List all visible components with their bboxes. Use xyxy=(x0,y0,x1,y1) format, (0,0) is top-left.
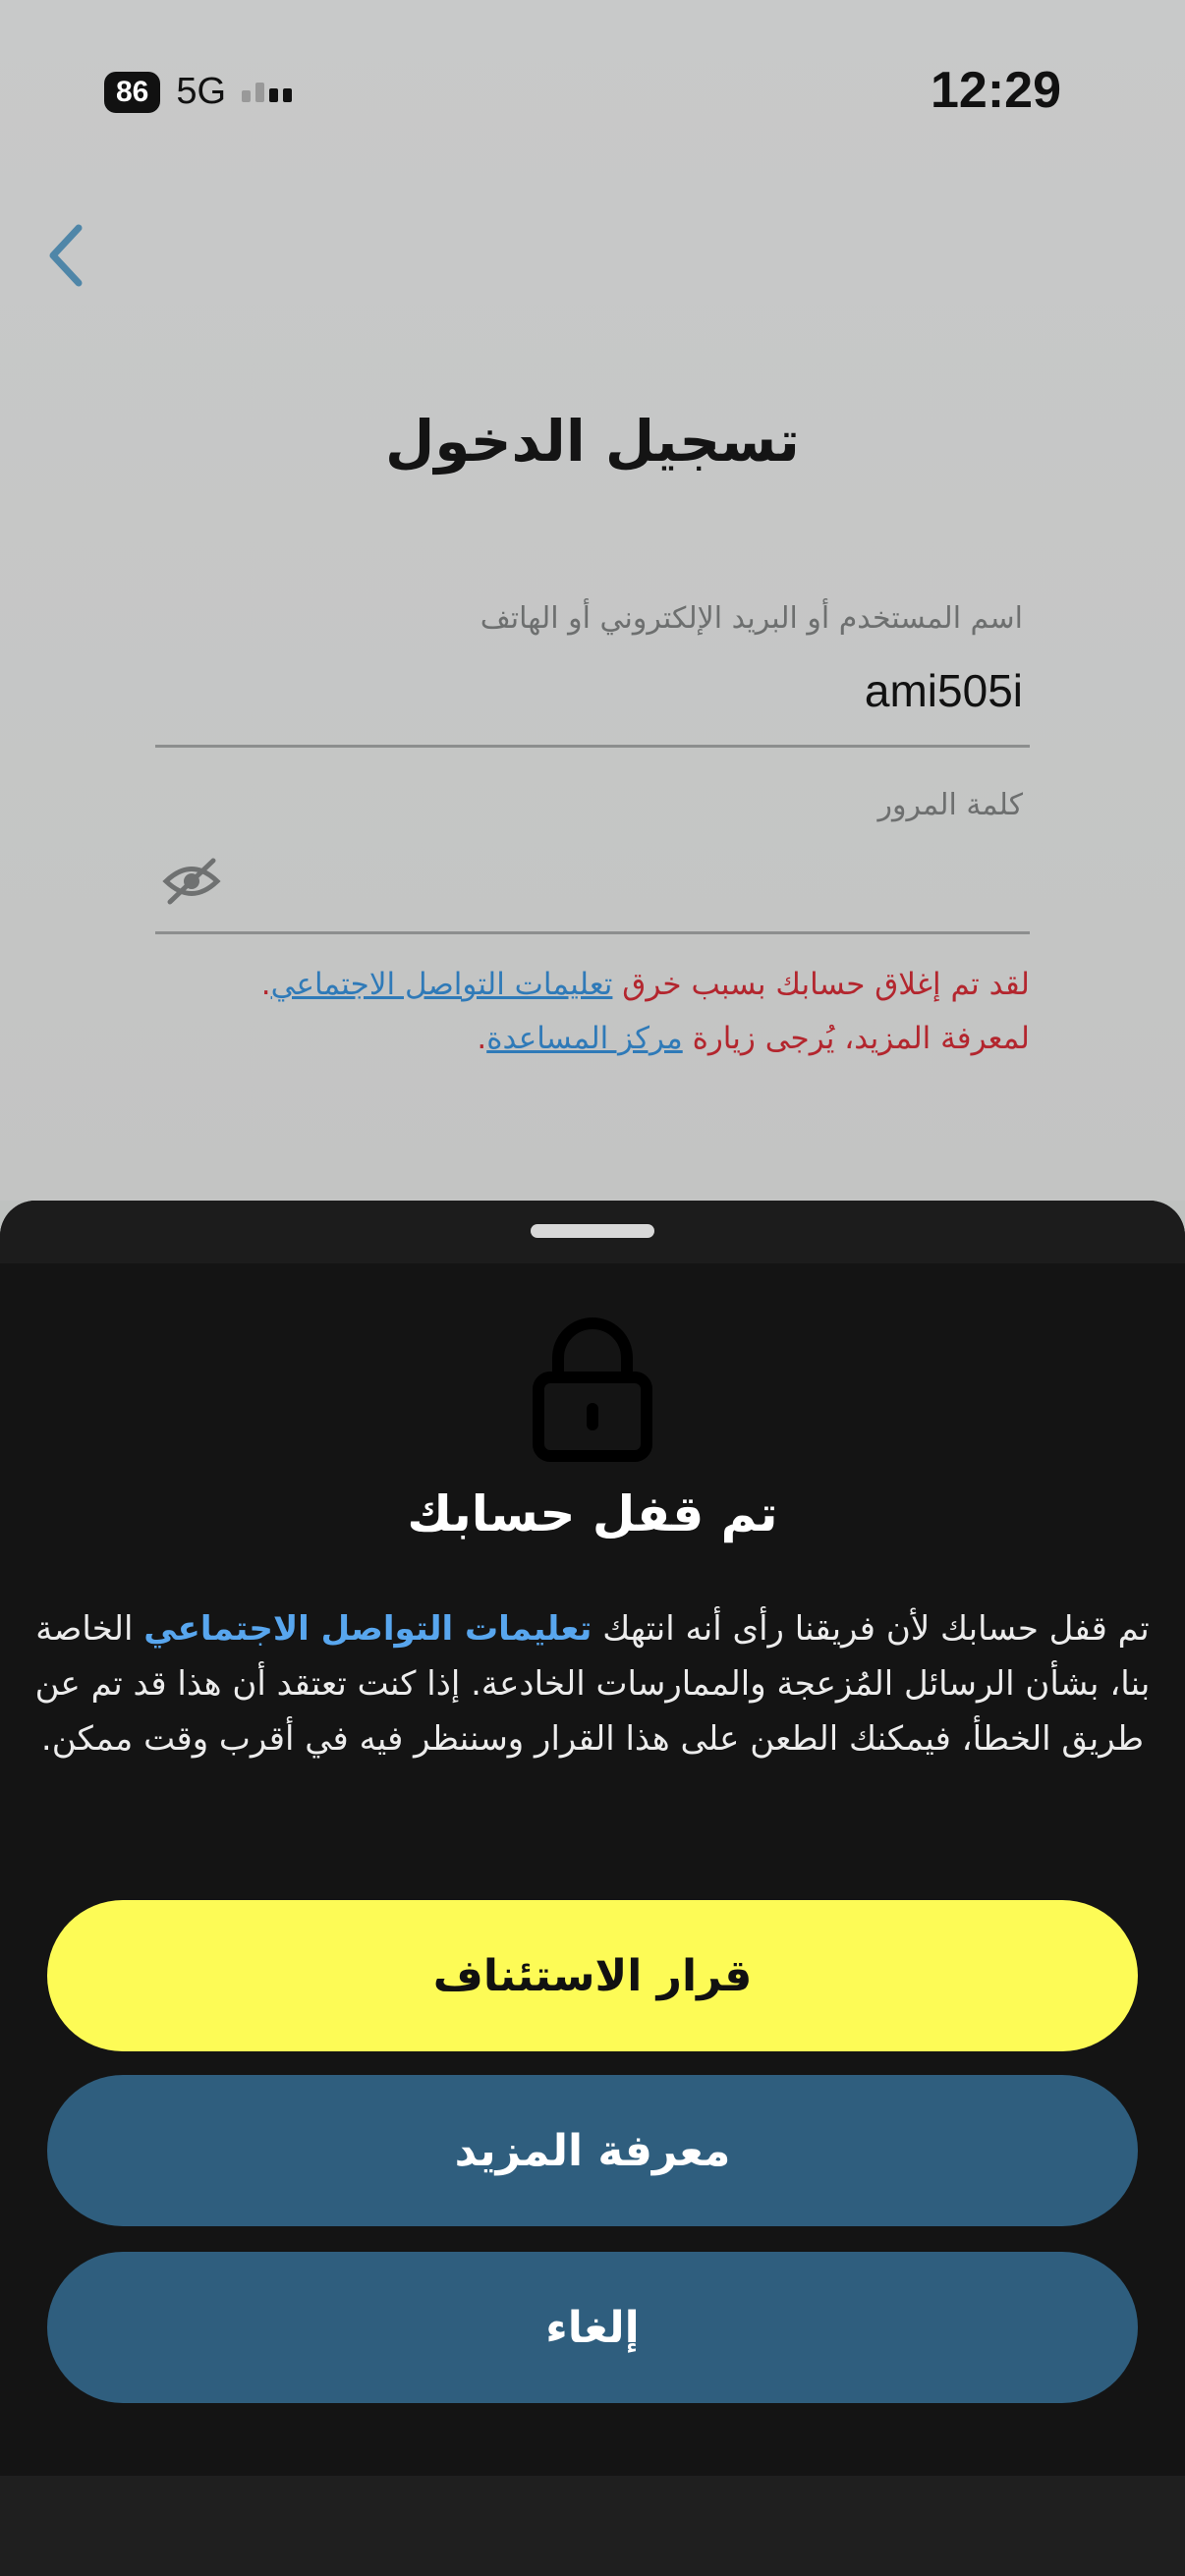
battery-indicator: 86 xyxy=(104,72,160,113)
description-start: تم قفل حسابك لأن فريقنا رأى أنه انتهك xyxy=(592,1609,1150,1649)
username-input[interactable]: ami505i xyxy=(864,665,1023,716)
sheet-grabber[interactable] xyxy=(531,1224,654,1238)
help-center-link[interactable]: مركز المساعدة xyxy=(486,1021,683,1056)
account-locked-sheet xyxy=(0,1201,1185,2576)
lock-icon xyxy=(531,1316,654,1464)
sheet-description xyxy=(28,1601,1157,1766)
error-text-end: . xyxy=(477,1021,487,1056)
password-label: كلمة المرور xyxy=(877,788,1023,822)
description-end: الخاصة بنا، بشأن الرسائل المُزعجة والممارسات الخادعة. إذا كنت تعتقد أن هذا قد تم عن طريق الخطأ، فيمكنك الطعن على هذا القرار وسننظر فيه في أقرب وقت ممكن. xyxy=(34,1609,1151,1759)
eye-off-icon[interactable] xyxy=(162,857,221,906)
username-underline xyxy=(155,745,1030,748)
sheet-header xyxy=(0,1201,1185,1263)
sheet-title: تم قفل حسابك xyxy=(407,1485,778,1542)
guidelines-link[interactable]: تعليمات التواصل الاجتماعي xyxy=(270,967,613,1002)
page-title: تسجيل الدخول xyxy=(385,408,800,475)
cancel-button[interactable]: إلغاء xyxy=(47,2252,1138,2403)
error-message xyxy=(165,958,1030,1066)
bottom-bar xyxy=(0,2476,1185,2576)
network-type: 5G xyxy=(176,71,227,112)
error-text-middle: . لمعرفة المزيد، يُرجى زيارة xyxy=(260,967,1030,1056)
learn-more-button[interactable]: معرفة المزيد xyxy=(47,2075,1138,2226)
community-guidelines-link[interactable]: تعليمات التواصل الاجتماعي xyxy=(143,1609,592,1649)
password-input[interactable] xyxy=(155,931,1030,934)
appeal-button[interactable]: قرار الاستئناف xyxy=(47,1900,1138,2051)
login-screen xyxy=(0,0,1185,1201)
back-chevron-icon[interactable] xyxy=(39,218,98,297)
status-time: 12:29 xyxy=(931,62,1061,119)
username-label: اسم المستخدم أو البريد الإلكتروني أو الهاتف xyxy=(480,601,1023,636)
signal-icon xyxy=(242,83,292,102)
error-text-start: لقد تم إغلاق حسابك بسبب خرق xyxy=(612,967,1030,1002)
status-left xyxy=(104,71,292,113)
